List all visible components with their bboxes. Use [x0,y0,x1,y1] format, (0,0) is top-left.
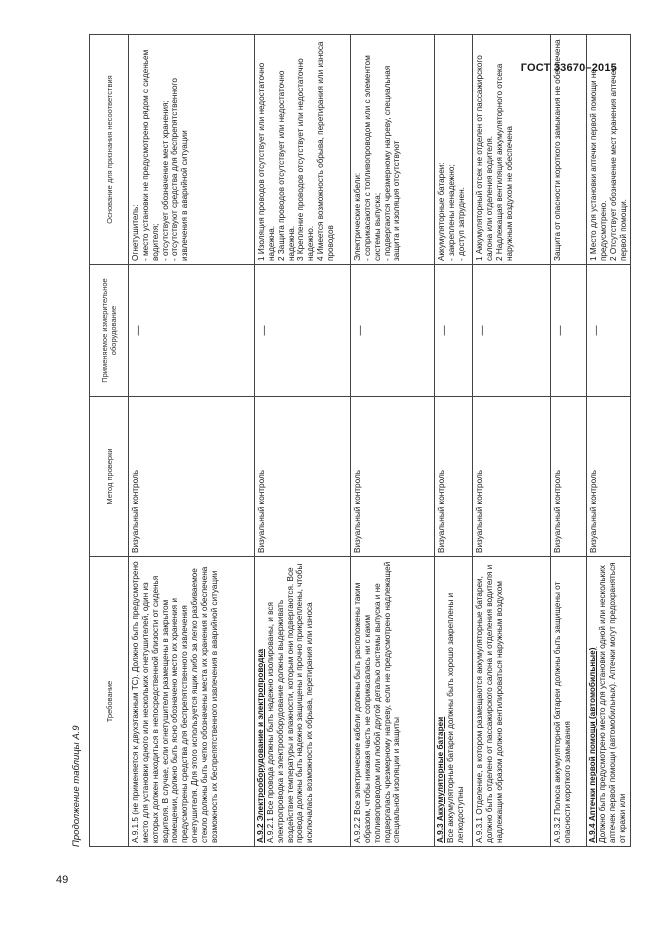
requirement-cell [255,557,351,847]
page-number: 49 [56,874,69,886]
table-row [255,35,351,847]
col-header-equipment: Применяемое измерительное оборудование [90,265,129,397]
table-row [587,35,631,847]
equipment-cell: — [255,265,351,397]
section-heading: А.9.3 Аккумуляторные батареи [436,716,445,843]
col-header-basis: Основание для признания несоответствия [90,35,129,265]
table-header-row [90,35,129,847]
requirement-text: Должно быть предусмотрено место для установки одной или нескольких аптечек первой помощи (автомобильных). Аптечки могут предохраняться от кражи или [597,562,627,843]
col-header-method: Метод проверки [90,397,129,557]
requirement-text: А.9.2.1 Все провода должны быть надежно изолированы, и вся электропроводка и электрооборудование должны выдерживать воздействие температуры и влажности, которым они подвергаются. Все провода должны быть надежно защищены и прочно прикреплены, чтобы исключалась возможность их обрыва, перетирания или износа [265,563,315,843]
standard-designation: ГОСТ 33670–2015 [520,62,617,74]
method-cell: Визуальный контроль [129,397,255,557]
table-row [473,35,551,847]
table-row [351,35,435,847]
basis-cell: Огнетушитель: - место установки не предусмотрено рядом с сиденьем водителя; - отсутствует обозначение мест хранения; - отсутствуют средства для беспрепятственного извлечения в аварийной ситуации [129,35,255,265]
equipment-cell: — [587,265,631,397]
equipment-cell: — [129,265,255,397]
col-header-requirement: Требование [90,557,129,847]
requirement-cell [587,557,631,847]
requirement-cell: А.9.2.2 Все электрические кабели должны быть расположены таким образом, чтобы никакая часть не соприкасалась ни с каким топливопроводом или любой другой деталью системы выпуска и не подвергалась чрезмерному нагреву, если не предусмотрено надлежащей специальной изоляции и защиты [351,557,435,847]
basis-cell: Защита от опасности короткого замыкания не обеспечена [551,35,587,265]
method-cell: Визуальный контроль [587,397,631,557]
basis-cell: Аккумуляторные батареи: - закреплены ненадежно; - доступ затруднен. [435,35,473,265]
basis-cell: 1 Аккумуляторный отсек не отделен от пассажирского салона или отделения водителя. 2 Надлежащая вентиляция аккумуляторного отсека наружным воздухом не обеспечена [473,35,551,265]
equipment-cell: — [551,265,587,397]
method-cell: Визуальный контроль [255,397,351,557]
requirement-cell [435,557,473,847]
section-heading: А.9.2 Электрооборудование и электропроводка [256,648,265,843]
method-cell: Визуальный контроль [435,397,473,557]
table-row [551,35,587,847]
table-row [129,35,255,847]
requirement-cell: А.9.3.2 Полюса аккумуляторной батареи должны быть защищены от опасности короткого замыкания [551,557,587,847]
basis-cell: Электрические кабели: - соприкасаются с топливопроводом или с элементом системы выпуска; - подвергаются чрезмерному нагреву, специальная защита и изоляция отсутствуют [351,35,435,265]
equipment-cell: — [435,265,473,397]
basis-cell: 1 Изоляция проводов отсутствует или недостаточно надежна. 2 Защита проводов отсутствует или недостаточно надежна. 3 Крепление проводов отсутствует или недостаточно надежно. 4 Имеется возможность обрыва, перетирания или износа проводов [255,35,351,265]
requirement-text: Все аккумуляторные батареи должны быть хорошо закреплены и легкодоступны [445,592,465,843]
method-cell: Визуальный контроль [351,397,435,557]
requirements-table [89,34,631,847]
method-cell: Визуальный контроль [473,397,551,557]
table-continuation-caption: Продолжение таблицы А.9 [71,725,82,847]
basis-cell: 1 Место для установки аптечки первой помощи не предусмотрено. 2 Отсутствует обозначение мест хранения аптечек первой помощи. [587,35,631,265]
requirement-cell: А.9.3.1 Отделение, в котором размещаются аккумуляторные батареи, должно быть отделено от пассажирского салона и отделения водителя и надлежащим образом должно вентилироваться наружным воздухом [473,557,551,847]
equipment-cell: — [351,265,435,397]
table-row [435,35,473,847]
equipment-cell: — [473,265,551,397]
requirement-cell: А.9.1.5 (не применяется к двухэтажным ТС). Должно быть предусмотрено место для установки одного или нескольких огнетушителей, один из которых должен находиться в непосредственной близости от сиденья водителя. В случае, если огнетушители размещены в закрытом помещении, должно быть ясно обозначено место их хранения и предусмотрены средства для беспрепятственного извлечения огнетушителя. Для этого используется ящик либо за легко разбиваемое стекло должны быть четко обозначены места их хранения и обеспечена возможность их беспрепятственного извлечения в аварийной ситуации [129,557,255,847]
section-heading: А.9.4 Аптечки первой помощи (автомобильные) [588,647,597,843]
method-cell: Визуальный контроль [551,397,587,557]
